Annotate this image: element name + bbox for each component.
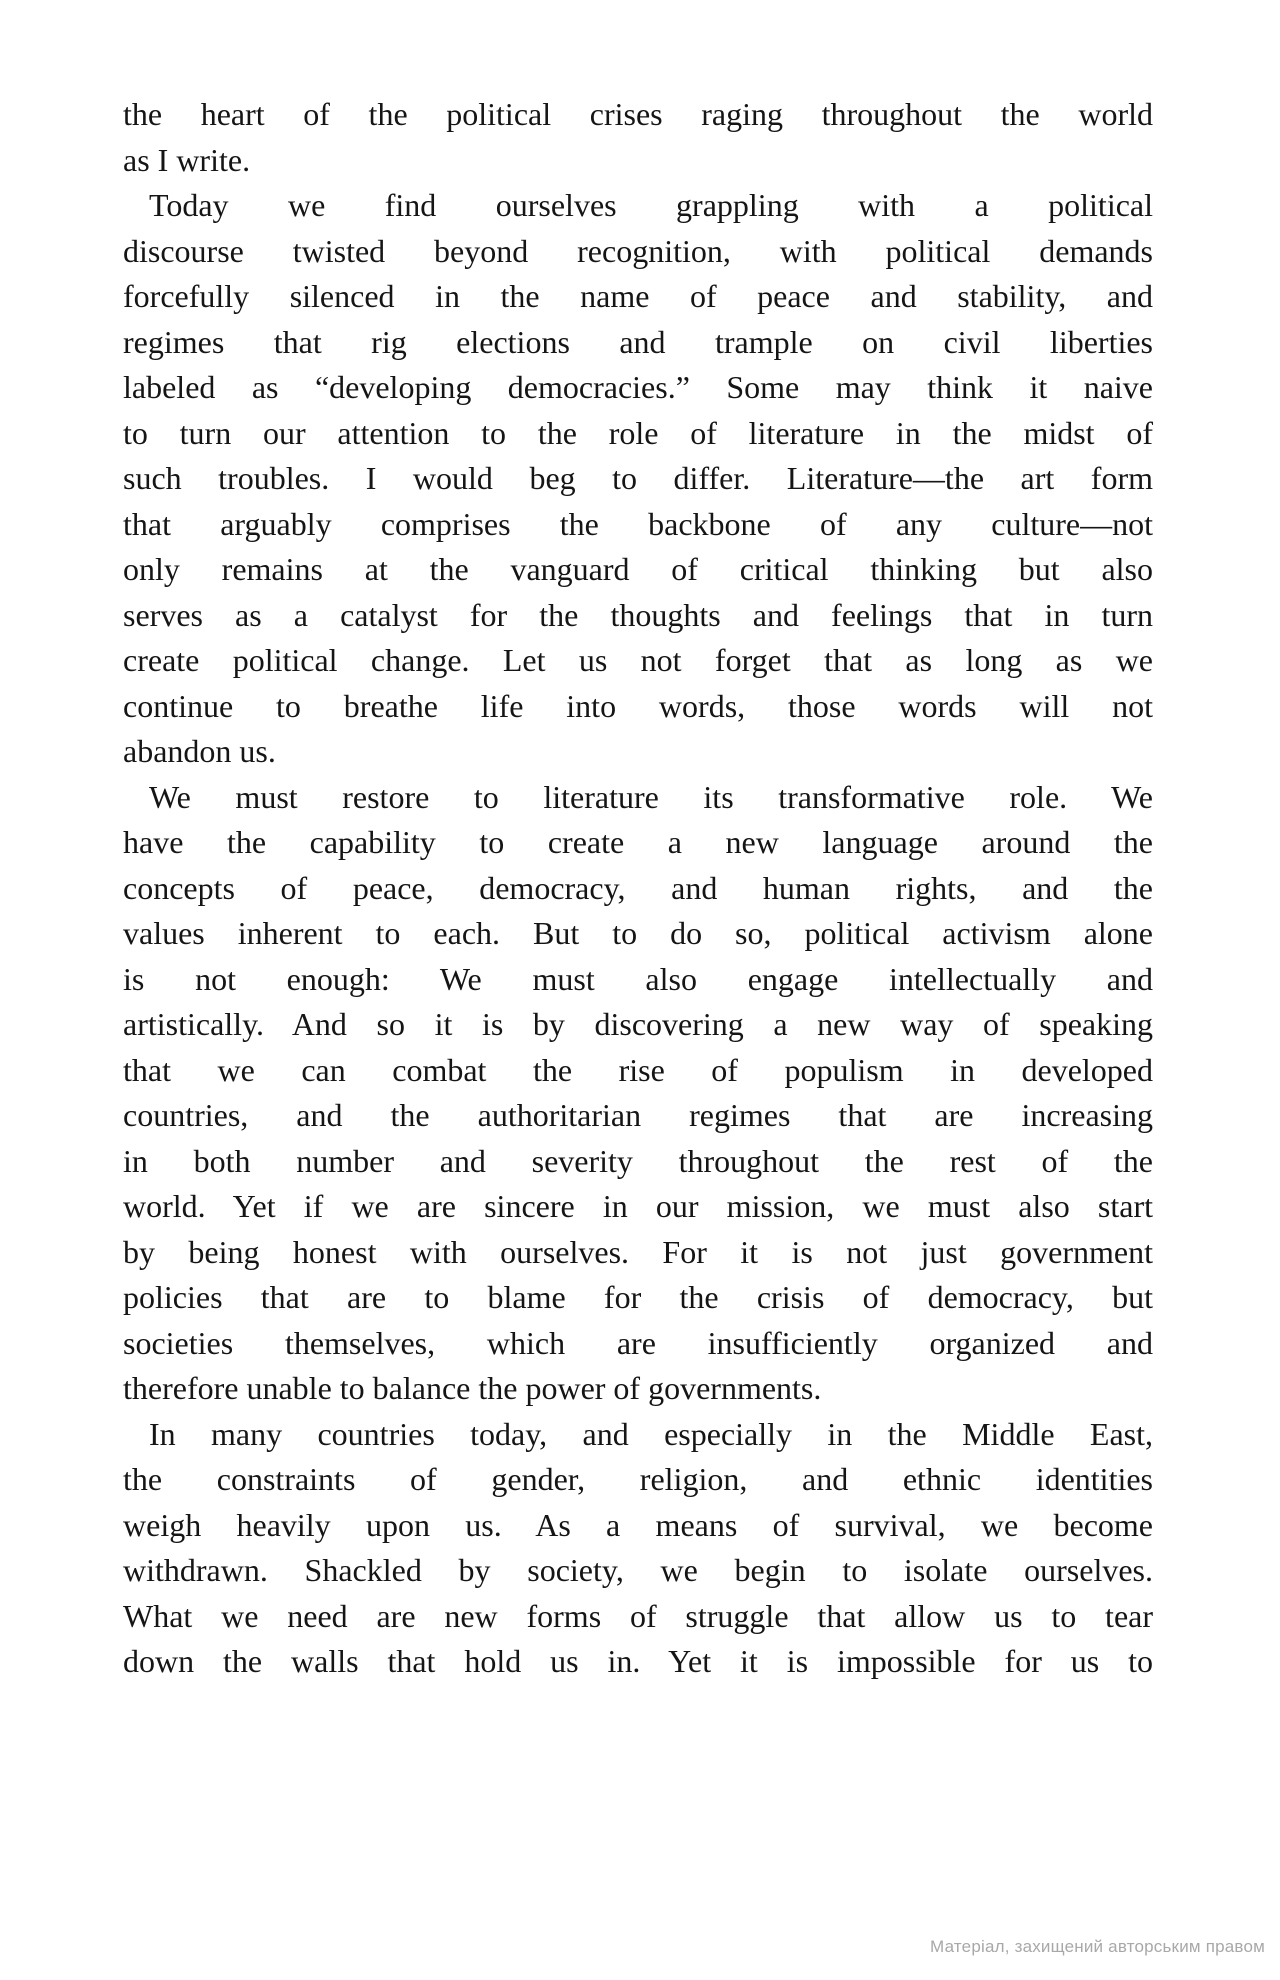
text-line: world. Yet if we are sincere in our mission, we must also start <box>123 1188 1153 1224</box>
text-line: withdrawn. Shackled by society, we begin to isolate ourselves. <box>123 1552 1153 1588</box>
text-line: is not enough: We must also engage intellectually and <box>123 960 1153 997</box>
text-line: only remains at the vanguard of critical thinking but also <box>123 551 1153 587</box>
text-line: to turn our attention to the role of literature in the midst of <box>123 414 1153 451</box>
text-line: the constraints of gender, religion, and ethnic identities <box>123 1461 1153 1497</box>
text-line: artistically. And so it is by discovering a new way of speaking <box>123 1006 1153 1042</box>
text-line: continue to breathe life into words, those words will not <box>123 687 1153 724</box>
text-line: therefore unable to balance the power of governments. <box>123 1370 822 1406</box>
paragraph <box>123 92 1153 183</box>
text-line: values inherent to each. But to do so, political activism alone <box>123 915 1153 951</box>
paragraph <box>123 183 1153 775</box>
paragraph <box>123 1412 1153 1685</box>
text-line: What we need are new forms of struggle that allow us to tear <box>123 1597 1153 1634</box>
text-line: that arguably comprises the backbone of any culture—not <box>123 505 1153 542</box>
text-line: in both number and severity throughout the rest of the <box>123 1142 1153 1179</box>
text-line: as I write. <box>123 141 251 178</box>
copyright-watermark: Матеріал, захищений авторським правом <box>930 1937 1265 1956</box>
text-line: the heart of the political crises raging throughout the world <box>123 96 1153 132</box>
text-line: that we can combat the rise of populism in developed <box>123 1051 1153 1088</box>
text-line: In many countries today, and especially in the Middle East, <box>149 1415 1153 1452</box>
page-text <box>123 92 1153 1685</box>
text-line: concepts of peace, democracy, and human rights, and the <box>123 869 1153 906</box>
text-line: down the walls that hold us in. Yet it is impossible for us to <box>123 1643 1153 1679</box>
text-line: such troubles. I would beg to differ. Literature—the art form <box>123 460 1153 496</box>
text-line: by being honest with ourselves. For it is not just government <box>123 1233 1153 1270</box>
text-line: have the capability to create a new language around the <box>123 824 1153 860</box>
text-line: policies that are to blame for the crisis of democracy, but <box>123 1279 1153 1315</box>
text-line: societies themselves, which are insufficiently organized and <box>123 1324 1153 1361</box>
text-line: discourse twisted beyond recognition, with political demands <box>123 232 1153 269</box>
text-line: forcefully silenced in the name of peace and stability, and <box>123 278 1153 314</box>
text-line: weigh heavily upon us. As a means of survival, we become <box>123 1506 1153 1543</box>
paragraph <box>123 775 1153 1412</box>
text-line: labeled as “developing democracies.” Some may think it naive <box>123 369 1153 405</box>
text-line: We must restore to literature its transformative role. We <box>149 778 1153 815</box>
text-line: regimes that rig elections and trample on civil liberties <box>123 323 1153 360</box>
text-line: serves as a catalyst for the thoughts and feelings that in turn <box>123 596 1153 633</box>
text-line: Today we find ourselves grappling with a political <box>149 187 1153 223</box>
text-line: countries, and the authoritarian regimes that are increasing <box>123 1097 1153 1133</box>
text-line: abandon us. <box>123 733 276 769</box>
text-line: create political change. Let us not forget that as long as we <box>123 642 1153 678</box>
